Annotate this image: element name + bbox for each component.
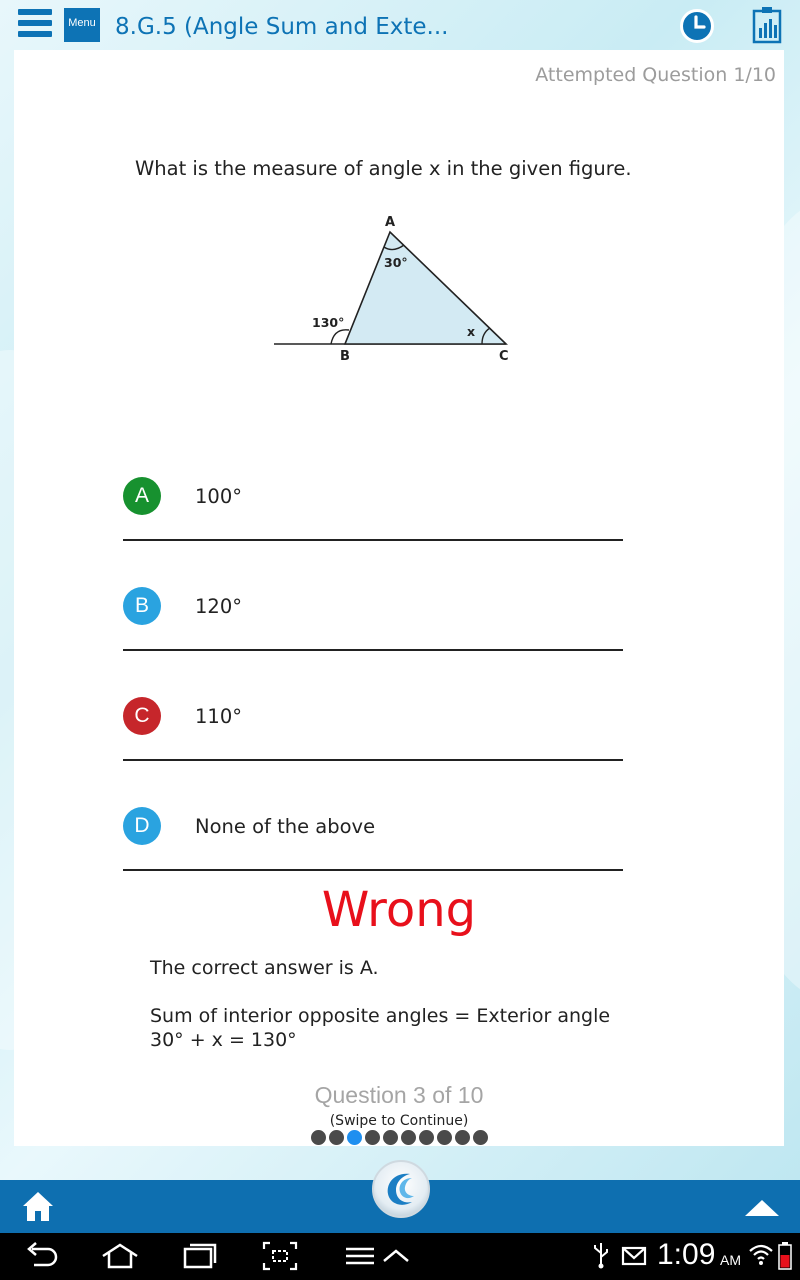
option-d-letter: D bbox=[123, 807, 161, 845]
correct-answer-text: The correct answer is A. bbox=[150, 957, 379, 979]
report-icon[interactable] bbox=[752, 6, 782, 44]
page-dot[interactable] bbox=[365, 1130, 380, 1145]
top-bar bbox=[0, 0, 800, 50]
gmail-icon bbox=[621, 1241, 647, 1269]
page-dot[interactable] bbox=[437, 1130, 452, 1145]
result-verdict: Wrong bbox=[321, 882, 477, 938]
option-c-letter: C bbox=[123, 697, 161, 735]
page-dot[interactable] bbox=[383, 1130, 398, 1145]
attempted-counter: Attempted Question 1/10 bbox=[535, 64, 776, 86]
option-divider bbox=[123, 759, 623, 761]
page-title: 8.G.5 (Angle Sum and Exte... bbox=[115, 14, 449, 40]
status-ampm: AM bbox=[720, 1252, 741, 1268]
option-divider bbox=[123, 869, 623, 871]
wifi-icon bbox=[748, 1241, 774, 1269]
battery-icon bbox=[778, 1241, 792, 1271]
vertex-label-b: B bbox=[340, 349, 350, 364]
option-d[interactable] bbox=[123, 792, 623, 852]
angle-c-label: x bbox=[467, 324, 476, 339]
page-dot[interactable] bbox=[401, 1130, 416, 1145]
hamburger-menu-icon[interactable] bbox=[18, 9, 52, 43]
recent-apps-icon[interactable] bbox=[182, 1241, 218, 1271]
swipe-hint: (Swipe to Continue) bbox=[329, 1113, 469, 1129]
vertex-label-c: C bbox=[499, 349, 509, 364]
app-logo-button[interactable] bbox=[372, 1160, 430, 1218]
option-b-letter: B bbox=[123, 587, 161, 625]
option-b[interactable] bbox=[123, 572, 623, 632]
option-c-text: 110° bbox=[195, 705, 242, 728]
option-divider bbox=[123, 539, 623, 541]
angle-b-exterior-label: 130° bbox=[312, 315, 345, 330]
option-divider bbox=[123, 649, 623, 651]
clock-icon[interactable] bbox=[679, 8, 715, 44]
question-text: What is the measure of angle x in the given figure. bbox=[135, 157, 632, 180]
option-d-text: None of the above bbox=[195, 815, 376, 838]
page-dot[interactable] bbox=[455, 1130, 470, 1145]
explanation-line-2: 30° + x = 130° bbox=[150, 1029, 297, 1051]
page-dot[interactable] bbox=[329, 1130, 344, 1145]
menu-button[interactable]: Menu bbox=[64, 8, 100, 42]
option-a[interactable] bbox=[123, 462, 623, 522]
question-count: Question 3 of 10 bbox=[314, 1082, 484, 1108]
home-icon[interactable] bbox=[20, 1188, 56, 1224]
vertex-label-a: A bbox=[385, 215, 396, 230]
triangle-figure bbox=[272, 210, 522, 370]
explanation-line-1: Sum of interior opposite angles = Exterior angle bbox=[150, 1005, 611, 1027]
option-a-text: 100° bbox=[195, 485, 242, 508]
option-a-letter: A bbox=[123, 477, 161, 515]
page-indicator[interactable] bbox=[311, 1130, 491, 1146]
question-card bbox=[14, 50, 784, 1146]
expand-up-icon[interactable] bbox=[744, 1198, 780, 1218]
angle-a-label: 30° bbox=[384, 255, 408, 270]
page-dot[interactable] bbox=[473, 1130, 488, 1145]
option-c[interactable] bbox=[123, 682, 623, 742]
usb-icon bbox=[592, 1241, 610, 1269]
nav-home-icon[interactable] bbox=[100, 1241, 140, 1271]
system-nav-bar bbox=[0, 1233, 800, 1280]
back-icon[interactable] bbox=[24, 1241, 60, 1271]
page-dot[interactable] bbox=[419, 1130, 434, 1145]
quick-menu-icon[interactable] bbox=[344, 1241, 416, 1271]
app-logo-icon bbox=[374, 1162, 428, 1216]
option-b-text: 120° bbox=[195, 595, 242, 618]
status-time: 1:09 bbox=[657, 1238, 716, 1271]
screenshot-icon[interactable] bbox=[262, 1241, 298, 1271]
page-dot[interactable] bbox=[311, 1130, 326, 1145]
page-dot[interactable] bbox=[347, 1130, 362, 1145]
